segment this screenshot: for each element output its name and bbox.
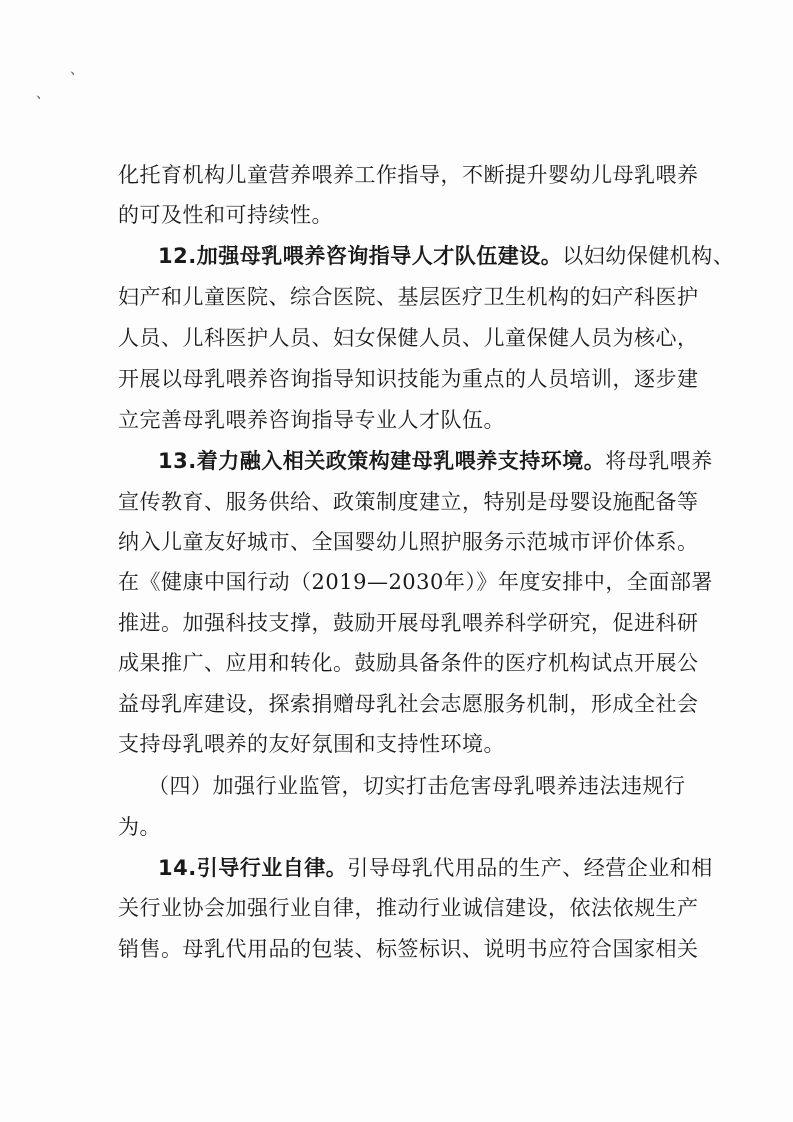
text-line: 关行业协会加强行业自律，推动行业诚信建设，依法依规生产 [118, 896, 699, 920]
text-line: 妇产和儿童医院、综合医院、基层医疗卫生机构的妇产科医护 [118, 285, 699, 309]
text-line: 的可及性和可持续性。 [118, 203, 333, 227]
speck-mark: 、 [70, 62, 84, 78]
section-heading-14: 14.引导行业自律。 [158, 856, 348, 880]
text-line: 化托育机构儿童营养喂养工作指导，不断提升婴幼儿母乳喂养 [118, 163, 699, 187]
text-line: 宣传教育、服务供给、政策制度建立，特别是母婴设施配备等 [118, 490, 699, 514]
text-line: 支持母乳喂养的友好氛围和支持性环境。 [118, 732, 505, 756]
paragraph-13-heading-line [158, 447, 713, 475]
text-line: 开展以母乳喂养咨询指导知识技能为重点的人员培训，逐步建 [118, 367, 699, 391]
subsection-heading-4: （四）加强行业监管，切实打击危害母乳喂养违法违规行 [148, 774, 686, 798]
text-line: 在《健康中国行动（2019—2030年）》年度安排中，全面部署 [118, 570, 713, 594]
text-line: 为。 [118, 815, 161, 839]
text-line: 推进。加强科技支撑，鼓励开展母乳喂养科学研究，促进科研 [118, 611, 699, 635]
paragraph-14-heading-line [158, 854, 713, 882]
section-heading-13: 13.着力融入相关政策构建母乳喂养支持环境。 [158, 449, 606, 473]
text-span: 以妇幼保健机构、 [562, 244, 735, 268]
paragraph-12-heading-line [158, 242, 735, 270]
text-span: 将母乳喂养 [605, 449, 713, 473]
text-line: 纳入儿童友好城市、全国婴幼儿照护服务示范城市评价体系。 [118, 530, 699, 554]
speck-mark: 、 [36, 86, 50, 102]
text-line: 人员、儿科医护人员、妇女保健人员、儿童保健人员为核心， [118, 326, 699, 350]
text-span: 引导母乳代用品的生产、经营企业和相 [347, 856, 713, 880]
text-line: 益母乳库建设，探索捐赠母乳社会志愿服务机制，形成全社会 [118, 692, 699, 716]
text-line: 销售。母乳代用品的包装、标签标识、说明书应符合国家相关 [118, 937, 699, 961]
text-line: 立完善母乳喂养咨询指导专业人才队伍。 [118, 408, 505, 432]
text-line: 成果推广、应用和转化。鼓励具备条件的医疗机构试点开展公 [118, 651, 699, 675]
section-heading-12: 12.加强母乳喂养咨询指导人才队伍建设。 [158, 244, 563, 268]
scan-specks [32, 58, 84, 106]
